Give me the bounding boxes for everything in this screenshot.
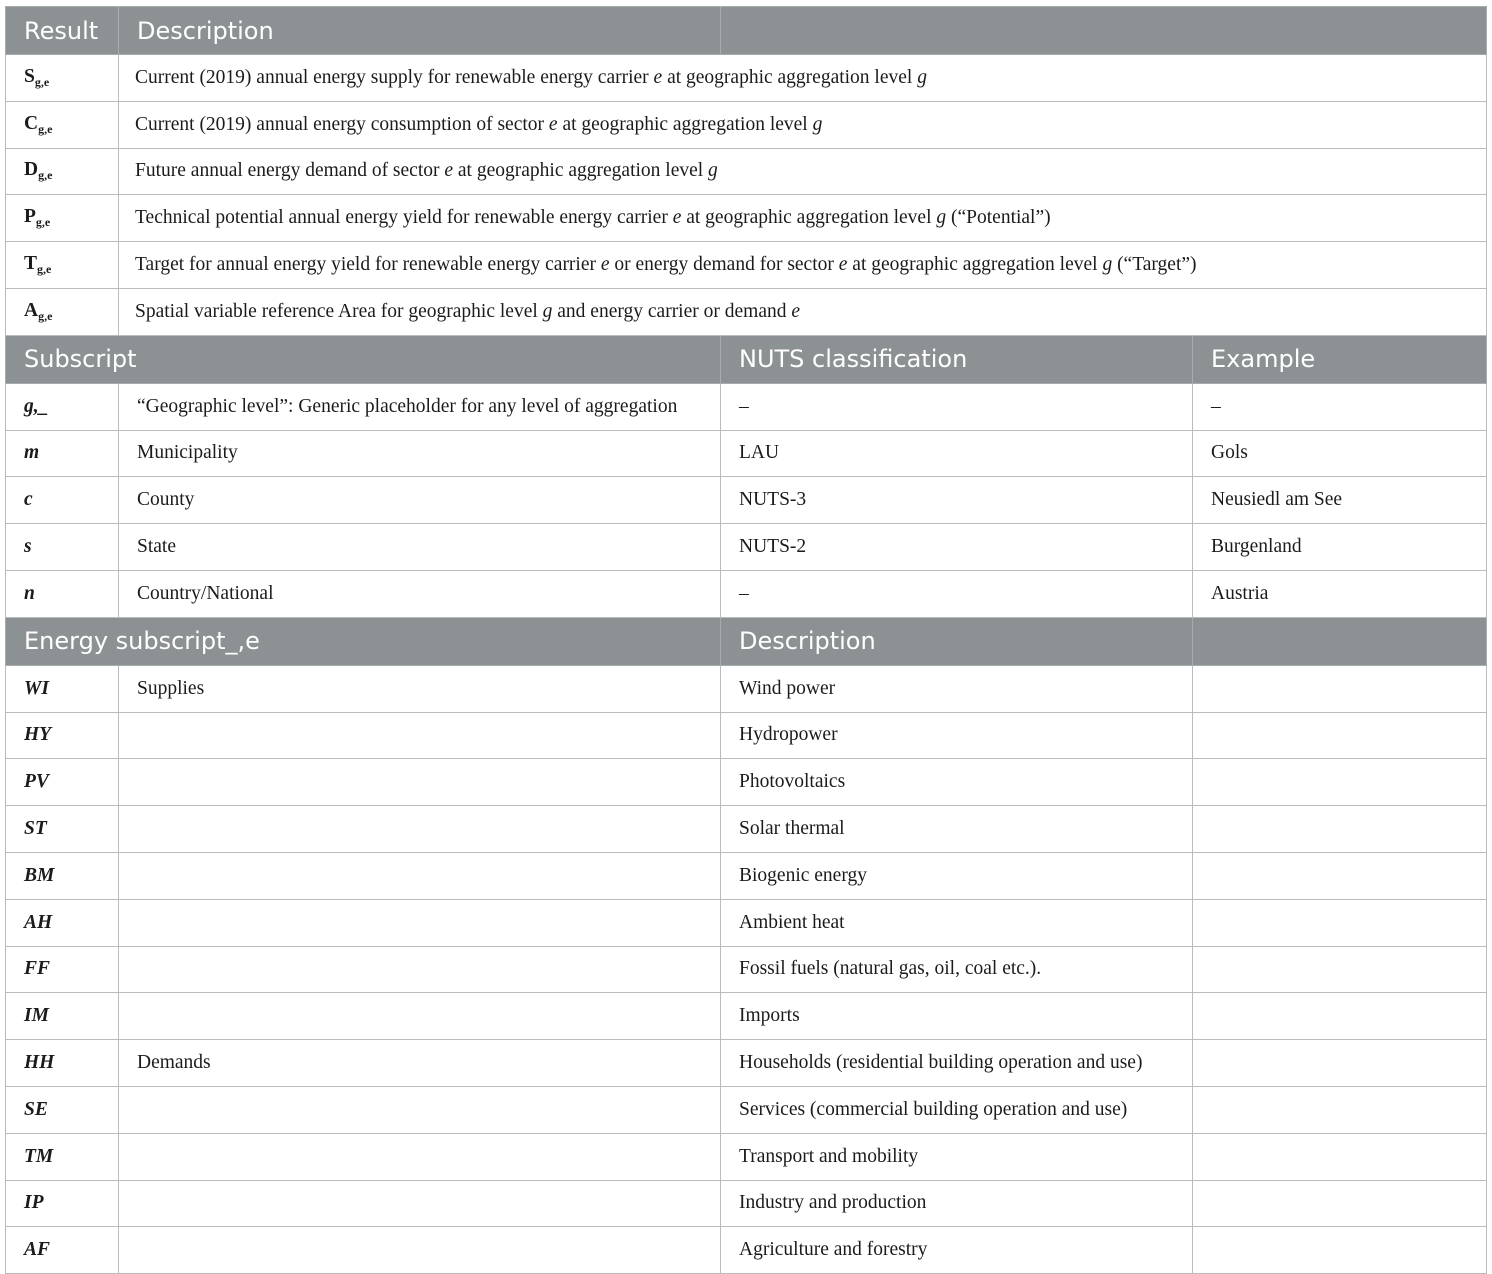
subscript-level-name: “Geographic level”: Generic placeholder for any level of aggregation	[119, 383, 721, 430]
result-header-cell	[721, 7, 1487, 55]
symbol-base: T	[24, 253, 38, 275]
energy-description: Fossil fuels (natural gas, oil, coal etc.).	[721, 946, 1193, 993]
result-header-row	[6, 7, 1487, 55]
description-segment: at geographic aggregation level	[557, 113, 813, 135]
energy-group	[119, 852, 721, 899]
energy-empty-cell	[1193, 712, 1487, 759]
energy-row	[6, 759, 1487, 806]
energy-empty-cell	[1193, 1133, 1487, 1180]
energy-description: Services (commercial building operation and use)	[721, 1086, 1193, 1133]
description-segment: e	[548, 113, 558, 135]
subscript-example: Austria	[1193, 570, 1487, 617]
energy-empty-cell	[1193, 852, 1487, 899]
energy-group: Supplies	[119, 665, 721, 712]
symbol-base: A	[24, 299, 39, 321]
subscript-example: Neusiedl am See	[1193, 477, 1487, 524]
energy-description: Hydropower	[721, 712, 1193, 759]
subscript-symbol: c	[6, 477, 119, 524]
result-description	[119, 195, 1487, 242]
symbol-subscript: g,e	[34, 74, 50, 89]
subscript-header-cell: NUTS classification	[721, 335, 1193, 383]
description-segment: Future annual energy demand of sector	[135, 160, 445, 182]
symbol-subscript: g,e	[38, 121, 53, 136]
description-segment: Spatial variable reference Area for geographic level	[135, 300, 543, 322]
subscript-nuts: NUTS-2	[721, 524, 1193, 571]
result-description	[119, 55, 1487, 102]
description-segment: Target for annual energy yield for renewable energy carrier	[135, 254, 601, 276]
symbol-base: D	[24, 159, 39, 181]
energy-group	[119, 899, 721, 946]
subscript-level-name: Municipality	[119, 430, 721, 477]
symbol-subscript: g,e	[37, 262, 52, 277]
energy-header-row	[6, 617, 1487, 665]
symbol-base: S	[24, 65, 35, 87]
result-header-cell: Description	[119, 7, 721, 55]
energy-group	[119, 1133, 721, 1180]
result-symbol	[6, 195, 119, 242]
energy-group	[119, 1180, 721, 1227]
subscript-example: Burgenland	[1193, 524, 1487, 571]
symbol-subscript: g,e	[35, 215, 51, 230]
energy-empty-cell	[1193, 806, 1487, 853]
description-segment: g	[708, 160, 718, 182]
result-symbol	[6, 101, 119, 148]
description-segment: g	[917, 66, 927, 88]
subscript-header-cell: Example	[1193, 335, 1487, 383]
result-row	[6, 195, 1487, 242]
energy-empty-cell	[1193, 993, 1487, 1040]
energy-symbol: TM	[6, 1133, 119, 1180]
description-segment: and energy carrier or demand	[552, 300, 792, 322]
energy-row	[6, 946, 1487, 993]
subscript-example: –	[1193, 383, 1487, 430]
energy-symbol: AF	[6, 1227, 119, 1274]
energy-symbol: ST	[6, 806, 119, 853]
subscript-nuts: LAU	[721, 430, 1193, 477]
result-row	[6, 101, 1487, 148]
energy-symbol: IP	[6, 1180, 119, 1227]
energy-header-cell: Description	[721, 617, 1193, 665]
result-description	[119, 148, 1487, 195]
result-row	[6, 242, 1487, 289]
result-description	[119, 101, 1487, 148]
energy-row	[6, 993, 1487, 1040]
energy-group	[119, 806, 721, 853]
energy-symbol: BM	[6, 852, 119, 899]
energy-header-cell: Energy subscript_,e	[6, 617, 721, 665]
result-row	[6, 55, 1487, 102]
energy-symbol: HY	[6, 712, 119, 759]
table-body	[6, 7, 1487, 1274]
energy-description: Transport and mobility	[721, 1133, 1193, 1180]
energy-row	[6, 712, 1487, 759]
description-segment: e	[444, 160, 454, 182]
description-segment: at geographic aggregation level	[847, 254, 1103, 276]
energy-group	[119, 1086, 721, 1133]
energy-symbol: WI	[6, 665, 119, 712]
energy-symbol: IM	[6, 993, 119, 1040]
subscript-header-cell: Subscript	[6, 335, 721, 383]
energy-description: Wind power	[721, 665, 1193, 712]
energy-row	[6, 665, 1487, 712]
subscript-row	[6, 430, 1487, 477]
symbol-base: P	[24, 206, 36, 228]
energy-row	[6, 806, 1487, 853]
subscript-nuts: –	[721, 570, 1193, 617]
subscript-symbol: s	[6, 524, 119, 571]
result-symbol	[6, 148, 119, 195]
result-description	[119, 242, 1487, 289]
energy-row	[6, 1086, 1487, 1133]
description-segment: (“Potential”)	[946, 207, 1051, 229]
energy-empty-cell	[1193, 946, 1487, 993]
description-segment: g	[936, 207, 947, 229]
subscript-row	[6, 524, 1487, 571]
subscript-level-name: Country/National	[119, 570, 721, 617]
energy-symbol: AH	[6, 899, 119, 946]
description-segment: Technical potential annual energy yield for renewable energy carrier	[135, 207, 673, 229]
energy-row	[6, 1180, 1487, 1227]
energy-symbol: PV	[6, 759, 119, 806]
subscript-row	[6, 570, 1487, 617]
energy-empty-cell	[1193, 665, 1487, 712]
description-segment: Current (2019) annual energy consumption of sector	[135, 113, 549, 135]
subscript-header-row	[6, 335, 1487, 383]
description-segment: e	[672, 207, 682, 229]
result-row	[6, 288, 1487, 335]
subscript-symbol: g,_	[6, 383, 119, 430]
energy-row	[6, 1133, 1487, 1180]
energy-description: Households (residential building operation and use)	[721, 1040, 1193, 1087]
energy-row	[6, 1040, 1487, 1087]
energy-empty-cell	[1193, 899, 1487, 946]
description-segment: Current (2019) annual energy supply for renewable energy carrier	[135, 66, 654, 88]
energy-header-cell	[1193, 617, 1487, 665]
energy-description: Ambient heat	[721, 899, 1193, 946]
energy-group	[119, 993, 721, 1040]
subscript-example: Gols	[1193, 430, 1487, 477]
energy-row	[6, 1227, 1487, 1274]
description-segment: at geographic aggregation level	[662, 66, 918, 88]
subscript-nuts: –	[721, 383, 1193, 430]
description-segment: or energy demand for sector	[609, 254, 839, 276]
energy-description: Photovoltaics	[721, 759, 1193, 806]
description-segment: g	[1102, 254, 1113, 276]
result-symbol	[6, 242, 119, 289]
energy-empty-cell	[1193, 1086, 1487, 1133]
subscript-nuts: NUTS-3	[721, 477, 1193, 524]
energy-group	[119, 759, 721, 806]
energy-group	[119, 712, 721, 759]
symbol-subscript: g,e	[38, 168, 53, 183]
result-symbol	[6, 55, 119, 102]
description-segment: at geographic aggregation level	[681, 207, 937, 229]
result-description	[119, 288, 1487, 335]
energy-row	[6, 852, 1487, 899]
energy-empty-cell	[1193, 1040, 1487, 1087]
energy-description: Agriculture and forestry	[721, 1227, 1193, 1274]
description-segment: e	[600, 254, 610, 276]
description-segment: g	[812, 113, 823, 135]
subscript-row	[6, 477, 1487, 524]
energy-row	[6, 899, 1487, 946]
energy-group	[119, 1227, 721, 1274]
energy-description: Solar thermal	[721, 806, 1193, 853]
energy-group: Demands	[119, 1040, 721, 1087]
subscript-level-name: State	[119, 524, 721, 571]
description-segment: e	[838, 254, 848, 276]
result-row	[6, 148, 1487, 195]
result-header-cell: Result	[6, 7, 119, 55]
energy-empty-cell	[1193, 759, 1487, 806]
energy-symbol: FF	[6, 946, 119, 993]
symbol-subscript: g,e	[38, 308, 53, 323]
description-segment: (“Target”)	[1112, 254, 1197, 276]
description-segment: g	[542, 300, 553, 322]
symbol-base: C	[24, 112, 39, 134]
description-segment: e	[653, 66, 663, 88]
result-symbol	[6, 288, 119, 335]
subscript-row	[6, 383, 1487, 430]
energy-symbol: SE	[6, 1086, 119, 1133]
symbol-definitions-table	[5, 6, 1487, 1274]
energy-empty-cell	[1193, 1227, 1487, 1274]
energy-description: Biogenic energy	[721, 852, 1193, 899]
subscript-symbol: m	[6, 430, 119, 477]
energy-symbol: HH	[6, 1040, 119, 1087]
subscript-level-name: County	[119, 477, 721, 524]
energy-description: Industry and production	[721, 1180, 1193, 1227]
subscript-symbol: n	[6, 570, 119, 617]
description-segment: at geographic aggregation level	[453, 160, 709, 182]
energy-description: Imports	[721, 993, 1193, 1040]
energy-group	[119, 946, 721, 993]
description-segment: e	[791, 300, 801, 322]
energy-empty-cell	[1193, 1180, 1487, 1227]
